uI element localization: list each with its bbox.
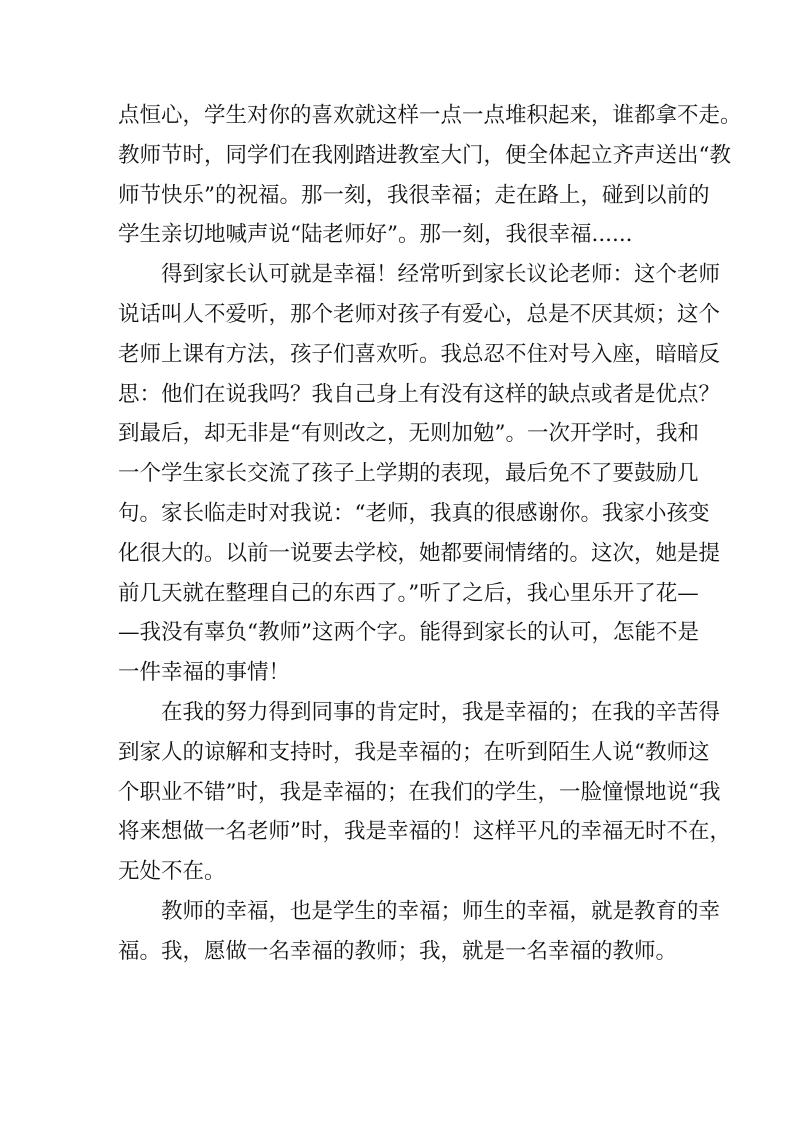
paragraph-line: 到家人的谅解和支持时，我是幸福的；在听到陌生人说“教师这 bbox=[118, 739, 710, 765]
paragraph-line: 教师节时，同学们在我刚踏进教室大门，便全体起立齐声送出“教 bbox=[118, 142, 731, 168]
paragraph-4 bbox=[118, 892, 721, 972]
paragraph-2 bbox=[118, 255, 721, 693]
paragraph-line: 前几天就在整理自己的东西了。”听了之后，我心里乐开了花— bbox=[118, 580, 699, 606]
paragraph-line: 无处不在。 bbox=[118, 859, 226, 885]
paragraph-line: 一件幸福的事情！ bbox=[118, 660, 291, 686]
paragraph-line: 师节快乐”的祝福。那一刻，我很幸福；走在路上，碰到以前的 bbox=[118, 182, 710, 208]
paragraph-3 bbox=[118, 693, 731, 892]
paragraph-line: 到最后，却无非是“有则改之，无则加勉”。一次开学时，我和 bbox=[118, 421, 699, 447]
paragraph-line: 在我的努力得到同事的肯定时，我是幸福的；在我的辛苦得 bbox=[161, 699, 721, 725]
paragraph-line: 教师的幸福，也是学生的幸福；师生的幸福，就是教育的幸 bbox=[161, 898, 721, 924]
paragraph-line: 思：他们在说我吗？我自己身上有没有这样的缺点或者是优点？ bbox=[118, 381, 721, 407]
paragraph-line: 句。家长临走时对我说：“老师，我真的很感谢你。我家小孩变 bbox=[118, 500, 710, 526]
paragraph-line: 学生亲切地喊声说“陆老师好”。那一刻，我很幸福...... bbox=[118, 222, 633, 248]
paragraph-line: 将来想做一名老师”时，我是幸福的！这样平凡的幸福无时不在， bbox=[118, 819, 731, 845]
paragraph-1 bbox=[118, 96, 742, 255]
paragraph-line: 得到家长认可就是幸福！经常听到家长议论老师：这个老师 bbox=[161, 262, 721, 288]
paragraph-line: 一个学生家长交流了孩子上学期的表现，最后免不了要鼓励几 bbox=[118, 461, 699, 487]
paragraph-line: —我没有辜负“教师”这两个字。能得到家长的认可，怎能不是 bbox=[118, 620, 699, 646]
document-body bbox=[118, 96, 742, 972]
paragraph-line: 老师上课有方法，孩子们喜欢听。我总忍不住对号入座，暗暗反 bbox=[118, 341, 721, 367]
paragraph-line: 点恒心，学生对你的喜欢就这样一点一点堆积起来，谁都拿不走。 bbox=[118, 103, 742, 128]
paragraph-line: 福。我，愿做一名幸福的教师；我，就是一名幸福的教师。 bbox=[118, 938, 678, 964]
paragraph-line: 化很大的。以前一说要去学校，她都要闹情绪的。这次，她是提 bbox=[118, 540, 721, 566]
paragraph-line: 说话叫人不爱听，那个老师对孩子有爱心，总是不厌其烦；这个 bbox=[118, 301, 721, 327]
paragraph-line: 个职业不错”时，我是幸福的；在我们的学生，一脸憧憬地说“我 bbox=[118, 779, 721, 805]
